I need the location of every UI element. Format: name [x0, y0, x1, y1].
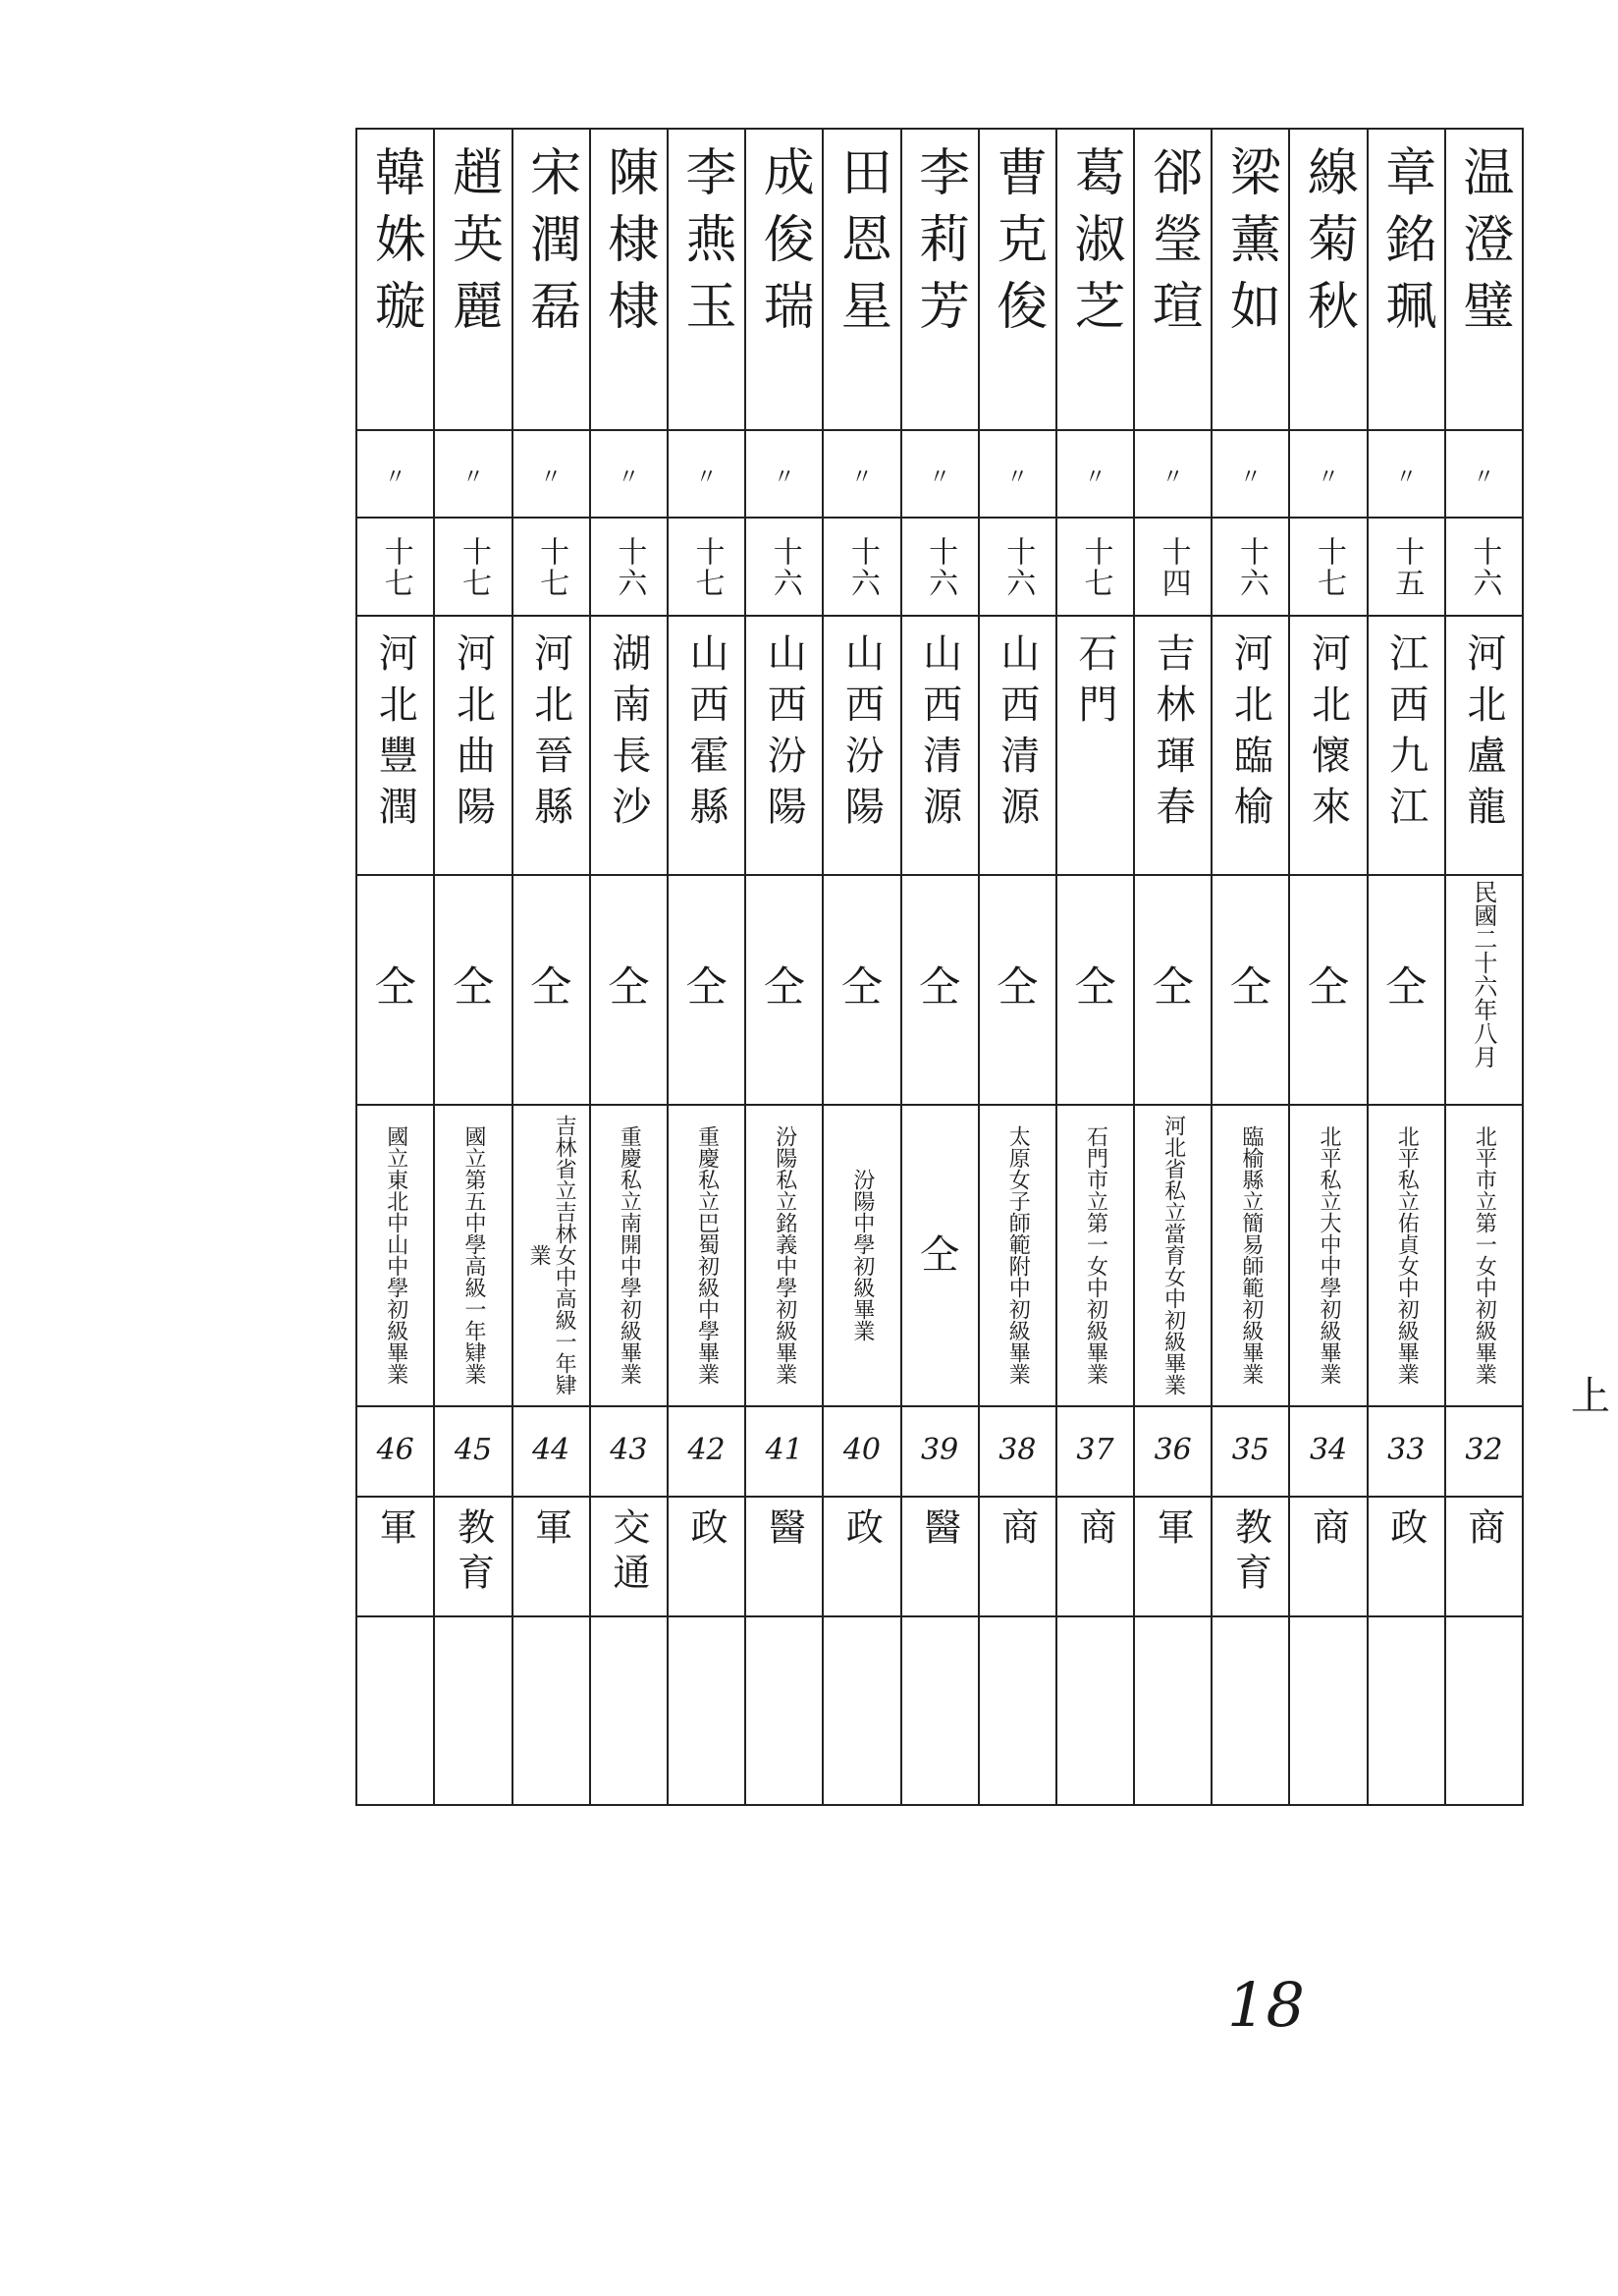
entry-date-cell — [901, 875, 979, 1105]
number-cell — [590, 1406, 668, 1497]
number-text: 36 — [1154, 1433, 1192, 1467]
occupation-text: 教育 — [1228, 1507, 1272, 1598]
entry-date-cell — [1445, 875, 1523, 1105]
occupation-cell — [1212, 1497, 1289, 1616]
occupation-text: 軍 — [1151, 1507, 1195, 1553]
entry-date-text: 仝 — [1385, 962, 1428, 1011]
entry-date-text: 仝 — [1152, 962, 1194, 1011]
school-text: 汾陽中學初級畢業 — [849, 1169, 875, 1341]
name-text: 韓姝璇 — [365, 145, 425, 346]
school-cell — [901, 1105, 979, 1406]
number-text: 45 — [454, 1433, 493, 1467]
ditto-cell — [356, 430, 434, 518]
entry-date-text: 仝 — [919, 962, 961, 1011]
school-text: 臨榆縣立簡易師範初級畢業 — [1238, 1125, 1264, 1385]
name-cell — [590, 129, 668, 430]
origin-text: 湖南長沙 — [605, 632, 651, 837]
school-cell — [356, 1105, 434, 1406]
age-text: 十五 — [1389, 536, 1425, 599]
remarks-cell — [1445, 1616, 1523, 1805]
school-text: 太原女子師範附中初級畢業 — [1005, 1125, 1031, 1385]
occupation-text: 教育 — [451, 1507, 495, 1598]
age-text: 十六 — [1233, 536, 1268, 599]
occupation-cell — [745, 1497, 823, 1616]
remarks-cell — [745, 1616, 823, 1805]
school-cell — [1056, 1105, 1134, 1406]
ditto-text: 〃 — [1161, 465, 1184, 490]
number-cell — [1368, 1406, 1445, 1497]
entry-date-cell — [979, 875, 1056, 1105]
age-cell — [1289, 518, 1367, 616]
name-cell — [1445, 129, 1523, 430]
ditto-cell — [901, 430, 979, 518]
occupation-text: 商 — [1461, 1507, 1505, 1553]
number-text: 33 — [1387, 1433, 1426, 1467]
school-cell — [823, 1105, 900, 1406]
school-cell — [434, 1105, 512, 1406]
origin-cell — [1056, 616, 1134, 875]
origin-cell — [1134, 616, 1212, 875]
ditto-text: 〃 — [1084, 465, 1106, 490]
occupation-cell — [901, 1497, 979, 1616]
number-text: 41 — [765, 1433, 803, 1467]
origin-text: 河北豐潤 — [372, 632, 418, 837]
name-cell — [1212, 129, 1289, 430]
age-cell — [1212, 518, 1289, 616]
age-text: 十七 — [689, 536, 725, 599]
age-text: 十六 — [923, 536, 958, 599]
row-age — [356, 518, 1523, 616]
occupation-cell — [1134, 1497, 1212, 1616]
origin-cell — [823, 616, 900, 875]
ditto-cell — [1445, 430, 1523, 518]
occupation-cell — [1289, 1497, 1367, 1616]
origin-text: 河北臨榆 — [1227, 632, 1273, 837]
row-occ — [356, 1497, 1523, 1616]
entry-date-cell — [1368, 875, 1445, 1105]
name-cell — [823, 129, 900, 430]
age-text: 十六 — [767, 536, 802, 599]
page-number: 18 — [1227, 1969, 1305, 2041]
occupation-text: 商 — [1306, 1507, 1350, 1553]
school-text: 北平私立佑貞女中初級畢業 — [1394, 1125, 1420, 1385]
school-text: 石門市立第一女中初級畢業 — [1083, 1125, 1108, 1385]
age-text: 十七 — [1078, 536, 1113, 599]
number-text: 37 — [1076, 1433, 1114, 1467]
remarks-cell — [434, 1616, 512, 1805]
origin-text: 山西霍縣 — [683, 632, 729, 837]
margin-mark: 上 — [1571, 1374, 1610, 1419]
age-text: 十四 — [1156, 536, 1191, 599]
age-text: 十七 — [534, 536, 569, 599]
name-text: 線菊秋 — [1298, 145, 1358, 346]
origin-text: 江西九江 — [1382, 632, 1429, 837]
school-text: 汾陽私立銘義中學初級畢業 — [772, 1125, 797, 1385]
entry-date-cell — [745, 875, 823, 1105]
entry-date-cell — [590, 875, 668, 1105]
name-cell — [1056, 129, 1134, 430]
age-cell — [979, 518, 1056, 616]
origin-cell — [1368, 616, 1445, 875]
entry-date-cell — [668, 875, 745, 1105]
occupation-cell — [356, 1497, 434, 1616]
entry-date-text: 仝 — [530, 962, 572, 1011]
entry-date-cell — [1056, 875, 1134, 1105]
remarks-cell — [979, 1616, 1056, 1805]
occupation-cell — [1368, 1497, 1445, 1616]
row-no — [356, 1406, 1523, 1497]
occupation-text: 商 — [1072, 1507, 1116, 1553]
occupation-text: 政 — [839, 1507, 884, 1553]
ditto-cell — [512, 430, 590, 518]
remarks-cell — [1056, 1616, 1134, 1805]
ditto-text: 〃 — [1006, 465, 1029, 490]
age-cell — [1445, 518, 1523, 616]
occupation-cell — [979, 1497, 1056, 1616]
age-cell — [356, 518, 434, 616]
number-text: 34 — [1309, 1433, 1348, 1467]
origin-cell — [356, 616, 434, 875]
remarks-cell — [356, 1616, 434, 1805]
ditto-text: 〃 — [929, 465, 951, 490]
ditto-text: 〃 — [618, 465, 640, 490]
remarks-cell — [590, 1616, 668, 1805]
number-text: 39 — [921, 1433, 959, 1467]
register-body — [356, 129, 1523, 1805]
age-text: 十六 — [844, 536, 880, 599]
name-text: 温澄璧 — [1453, 145, 1513, 346]
age-cell — [823, 518, 900, 616]
entry-date-cell — [356, 875, 434, 1105]
remarks-cell — [1134, 1616, 1212, 1805]
number-cell — [979, 1406, 1056, 1497]
origin-text: 河北懷來 — [1305, 632, 1351, 837]
occupation-text: 政 — [684, 1507, 728, 1553]
number-cell — [512, 1406, 590, 1497]
occupation-text: 軍 — [528, 1507, 572, 1553]
school-text: 重慶私立南開中學初級畢業 — [617, 1125, 642, 1385]
name-text: 葛淑芝 — [1064, 145, 1124, 346]
origin-cell — [512, 616, 590, 875]
number-cell — [1056, 1406, 1134, 1497]
ditto-cell — [823, 430, 900, 518]
origin-cell — [590, 616, 668, 875]
entry-date-cell — [434, 875, 512, 1105]
ditto-text: 〃 — [1473, 465, 1495, 490]
remarks-cell — [1212, 1616, 1289, 1805]
row-ditto — [356, 430, 1523, 518]
origin-text: 山西汾陽 — [761, 632, 807, 837]
ditto-cell — [979, 430, 1056, 518]
name-text: 成俊瑞 — [754, 145, 814, 346]
age-text: 十七 — [456, 536, 491, 599]
entry-date-cell — [1134, 875, 1212, 1105]
ditto-text: 〃 — [540, 465, 563, 490]
entry-date-cell — [823, 875, 900, 1105]
ditto-cell — [1056, 430, 1134, 518]
occupation-text: 交通 — [606, 1507, 650, 1598]
age-text: 十七 — [378, 536, 413, 599]
row-school — [356, 1105, 1523, 1406]
occupation-cell — [668, 1497, 745, 1616]
entry-date-text: 仝 — [685, 962, 728, 1011]
name-text: 李莉芳 — [909, 145, 969, 346]
age-text: 十六 — [1000, 536, 1036, 599]
ditto-cell — [745, 430, 823, 518]
ditto-cell — [590, 430, 668, 518]
entry-date-text: 仝 — [1308, 962, 1350, 1011]
number-cell — [668, 1406, 745, 1497]
school-cell — [1134, 1105, 1212, 1406]
ditto-text: 〃 — [384, 465, 406, 490]
number-cell — [1445, 1406, 1523, 1497]
name-text: 郤瑩瑄 — [1143, 145, 1203, 346]
entry-date-text: 仝 — [997, 962, 1039, 1011]
name-text: 田恩星 — [832, 145, 891, 346]
age-cell — [1134, 518, 1212, 616]
school-cell — [1368, 1105, 1445, 1406]
age-cell — [512, 518, 590, 616]
remarks-cell — [1289, 1616, 1367, 1805]
student-register-table — [355, 128, 1524, 1806]
ditto-cell — [668, 430, 745, 518]
number-cell — [901, 1406, 979, 1497]
occupation-cell — [1445, 1497, 1523, 1616]
remarks-cell — [668, 1616, 745, 1805]
origin-text: 河北曲陽 — [450, 632, 496, 837]
name-cell — [1368, 129, 1445, 430]
name-text: 曹克俊 — [987, 145, 1047, 346]
origin-text: 山西清源 — [994, 632, 1040, 837]
name-cell — [1289, 129, 1367, 430]
school-cell — [590, 1105, 668, 1406]
school-cell — [1289, 1105, 1367, 1406]
ditto-cell — [1212, 430, 1289, 518]
number-text: 32 — [1465, 1433, 1503, 1467]
age-cell — [1368, 518, 1445, 616]
ditto-cell — [434, 430, 512, 518]
ditto-text: 〃 — [850, 465, 873, 490]
age-text: 十七 — [1312, 536, 1347, 599]
entry-date-cell — [1212, 875, 1289, 1105]
ditto-text: 〃 — [1318, 465, 1340, 490]
occupation-cell — [434, 1497, 512, 1616]
origin-cell — [1445, 616, 1523, 875]
number-cell — [745, 1406, 823, 1497]
name-text: 宋潤磊 — [520, 145, 580, 346]
age-cell — [668, 518, 745, 616]
ditto-text: 〃 — [461, 465, 484, 490]
school-cell — [745, 1105, 823, 1406]
ditto-text: 〃 — [1395, 465, 1418, 490]
ditto-cell — [1368, 430, 1445, 518]
number-text: 43 — [610, 1433, 648, 1467]
school-cell — [1212, 1105, 1289, 1406]
occupation-cell — [590, 1497, 668, 1616]
ditto-cell — [1134, 430, 1212, 518]
origin-text: 河北晉縣 — [527, 632, 573, 837]
occupation-cell — [1056, 1497, 1134, 1616]
ditto-cell — [1289, 430, 1367, 518]
row-date — [356, 875, 1523, 1105]
entry-date-text: 仝 — [608, 962, 650, 1011]
age-cell — [1056, 518, 1134, 616]
entry-date-text: 仝 — [763, 962, 805, 1011]
name-cell — [745, 129, 823, 430]
entry-date-text: 仝 — [1229, 962, 1271, 1011]
name-cell — [512, 129, 590, 430]
origin-text: 石門 — [1071, 632, 1117, 735]
occupation-text: 醫 — [762, 1507, 806, 1553]
remarks-cell — [512, 1616, 590, 1805]
school-text: 仝 — [920, 1232, 960, 1278]
school-text: 吉林省立吉林女中高級一年肄業 — [526, 1115, 577, 1395]
occupation-text: 軍 — [373, 1507, 417, 1553]
ditto-text: 〃 — [1239, 465, 1262, 490]
number-text: 35 — [1231, 1433, 1269, 1467]
name-cell — [668, 129, 745, 430]
number-text: 44 — [532, 1433, 570, 1467]
origin-cell — [901, 616, 979, 875]
origin-cell — [1212, 616, 1289, 875]
name-cell — [901, 129, 979, 430]
entry-date-cell — [1289, 875, 1367, 1105]
remarks-cell — [823, 1616, 900, 1805]
age-text: 十六 — [1467, 536, 1502, 599]
entry-date-text: 民國二十六年八月 — [1469, 880, 1497, 1068]
name-cell — [434, 129, 512, 430]
number-text: 42 — [687, 1433, 726, 1467]
name-text: 章銘珮 — [1375, 145, 1435, 346]
origin-text: 山西清源 — [916, 632, 962, 837]
age-cell — [434, 518, 512, 616]
remarks-cell — [901, 1616, 979, 1805]
school-cell — [668, 1105, 745, 1406]
origin-text: 河北盧龍 — [1460, 632, 1506, 837]
school-text: 國立東北中山中學初級畢業 — [383, 1125, 408, 1385]
number-text: 46 — [376, 1433, 414, 1467]
school-cell — [1445, 1105, 1523, 1406]
number-cell — [1212, 1406, 1289, 1497]
remarks-cell — [1368, 1616, 1445, 1805]
school-text: 北平私立大中中學初級畢業 — [1317, 1125, 1342, 1385]
entry-date-cell — [512, 875, 590, 1105]
occupation-text: 醫 — [917, 1507, 961, 1553]
origin-cell — [668, 616, 745, 875]
name-cell — [356, 129, 434, 430]
occupation-text: 商 — [995, 1507, 1039, 1553]
entry-date-text: 仝 — [374, 962, 416, 1011]
name-text: 梁薰如 — [1220, 145, 1280, 346]
school-cell — [512, 1105, 590, 1406]
school-text: 國立第五中學高級一年肄業 — [460, 1125, 486, 1385]
name-cell — [979, 129, 1056, 430]
row-name — [356, 129, 1523, 430]
ditto-text: 〃 — [773, 465, 795, 490]
name-text: 李燕玉 — [676, 145, 736, 346]
entry-date-text: 仝 — [1074, 962, 1116, 1011]
occupation-cell — [823, 1497, 900, 1616]
number-text: 38 — [998, 1433, 1037, 1467]
origin-cell — [745, 616, 823, 875]
school-cell — [979, 1105, 1056, 1406]
age-cell — [745, 518, 823, 616]
entry-date-text: 仝 — [840, 962, 883, 1011]
origin-cell — [434, 616, 512, 875]
row-origin — [356, 616, 1523, 875]
row-blank — [356, 1616, 1523, 1805]
age-cell — [901, 518, 979, 616]
number-cell — [434, 1406, 512, 1497]
school-text: 河北省私立當育女中初級畢業 — [1160, 1115, 1186, 1395]
entry-date-text: 仝 — [452, 962, 494, 1011]
ditto-text: 〃 — [695, 465, 718, 490]
number-cell — [1289, 1406, 1367, 1497]
occupation-text: 政 — [1383, 1507, 1428, 1553]
school-text: 重慶私立巴蜀初級中學畢業 — [694, 1125, 720, 1385]
number-cell — [1134, 1406, 1212, 1497]
origin-cell — [1289, 616, 1367, 875]
name-cell — [1134, 129, 1212, 430]
origin-text: 山西汾陽 — [838, 632, 885, 837]
origin-text: 吉林琿春 — [1150, 632, 1196, 837]
name-text: 趙英麗 — [443, 145, 503, 346]
occupation-cell — [512, 1497, 590, 1616]
school-text: 北平市立第一女中初級畢業 — [1472, 1125, 1497, 1385]
age-cell — [590, 518, 668, 616]
name-text: 陳棣棣 — [598, 145, 658, 346]
number-text: 40 — [842, 1433, 881, 1467]
age-text: 十六 — [612, 536, 647, 599]
origin-cell — [979, 616, 1056, 875]
number-cell — [823, 1406, 900, 1497]
number-cell — [356, 1406, 434, 1497]
